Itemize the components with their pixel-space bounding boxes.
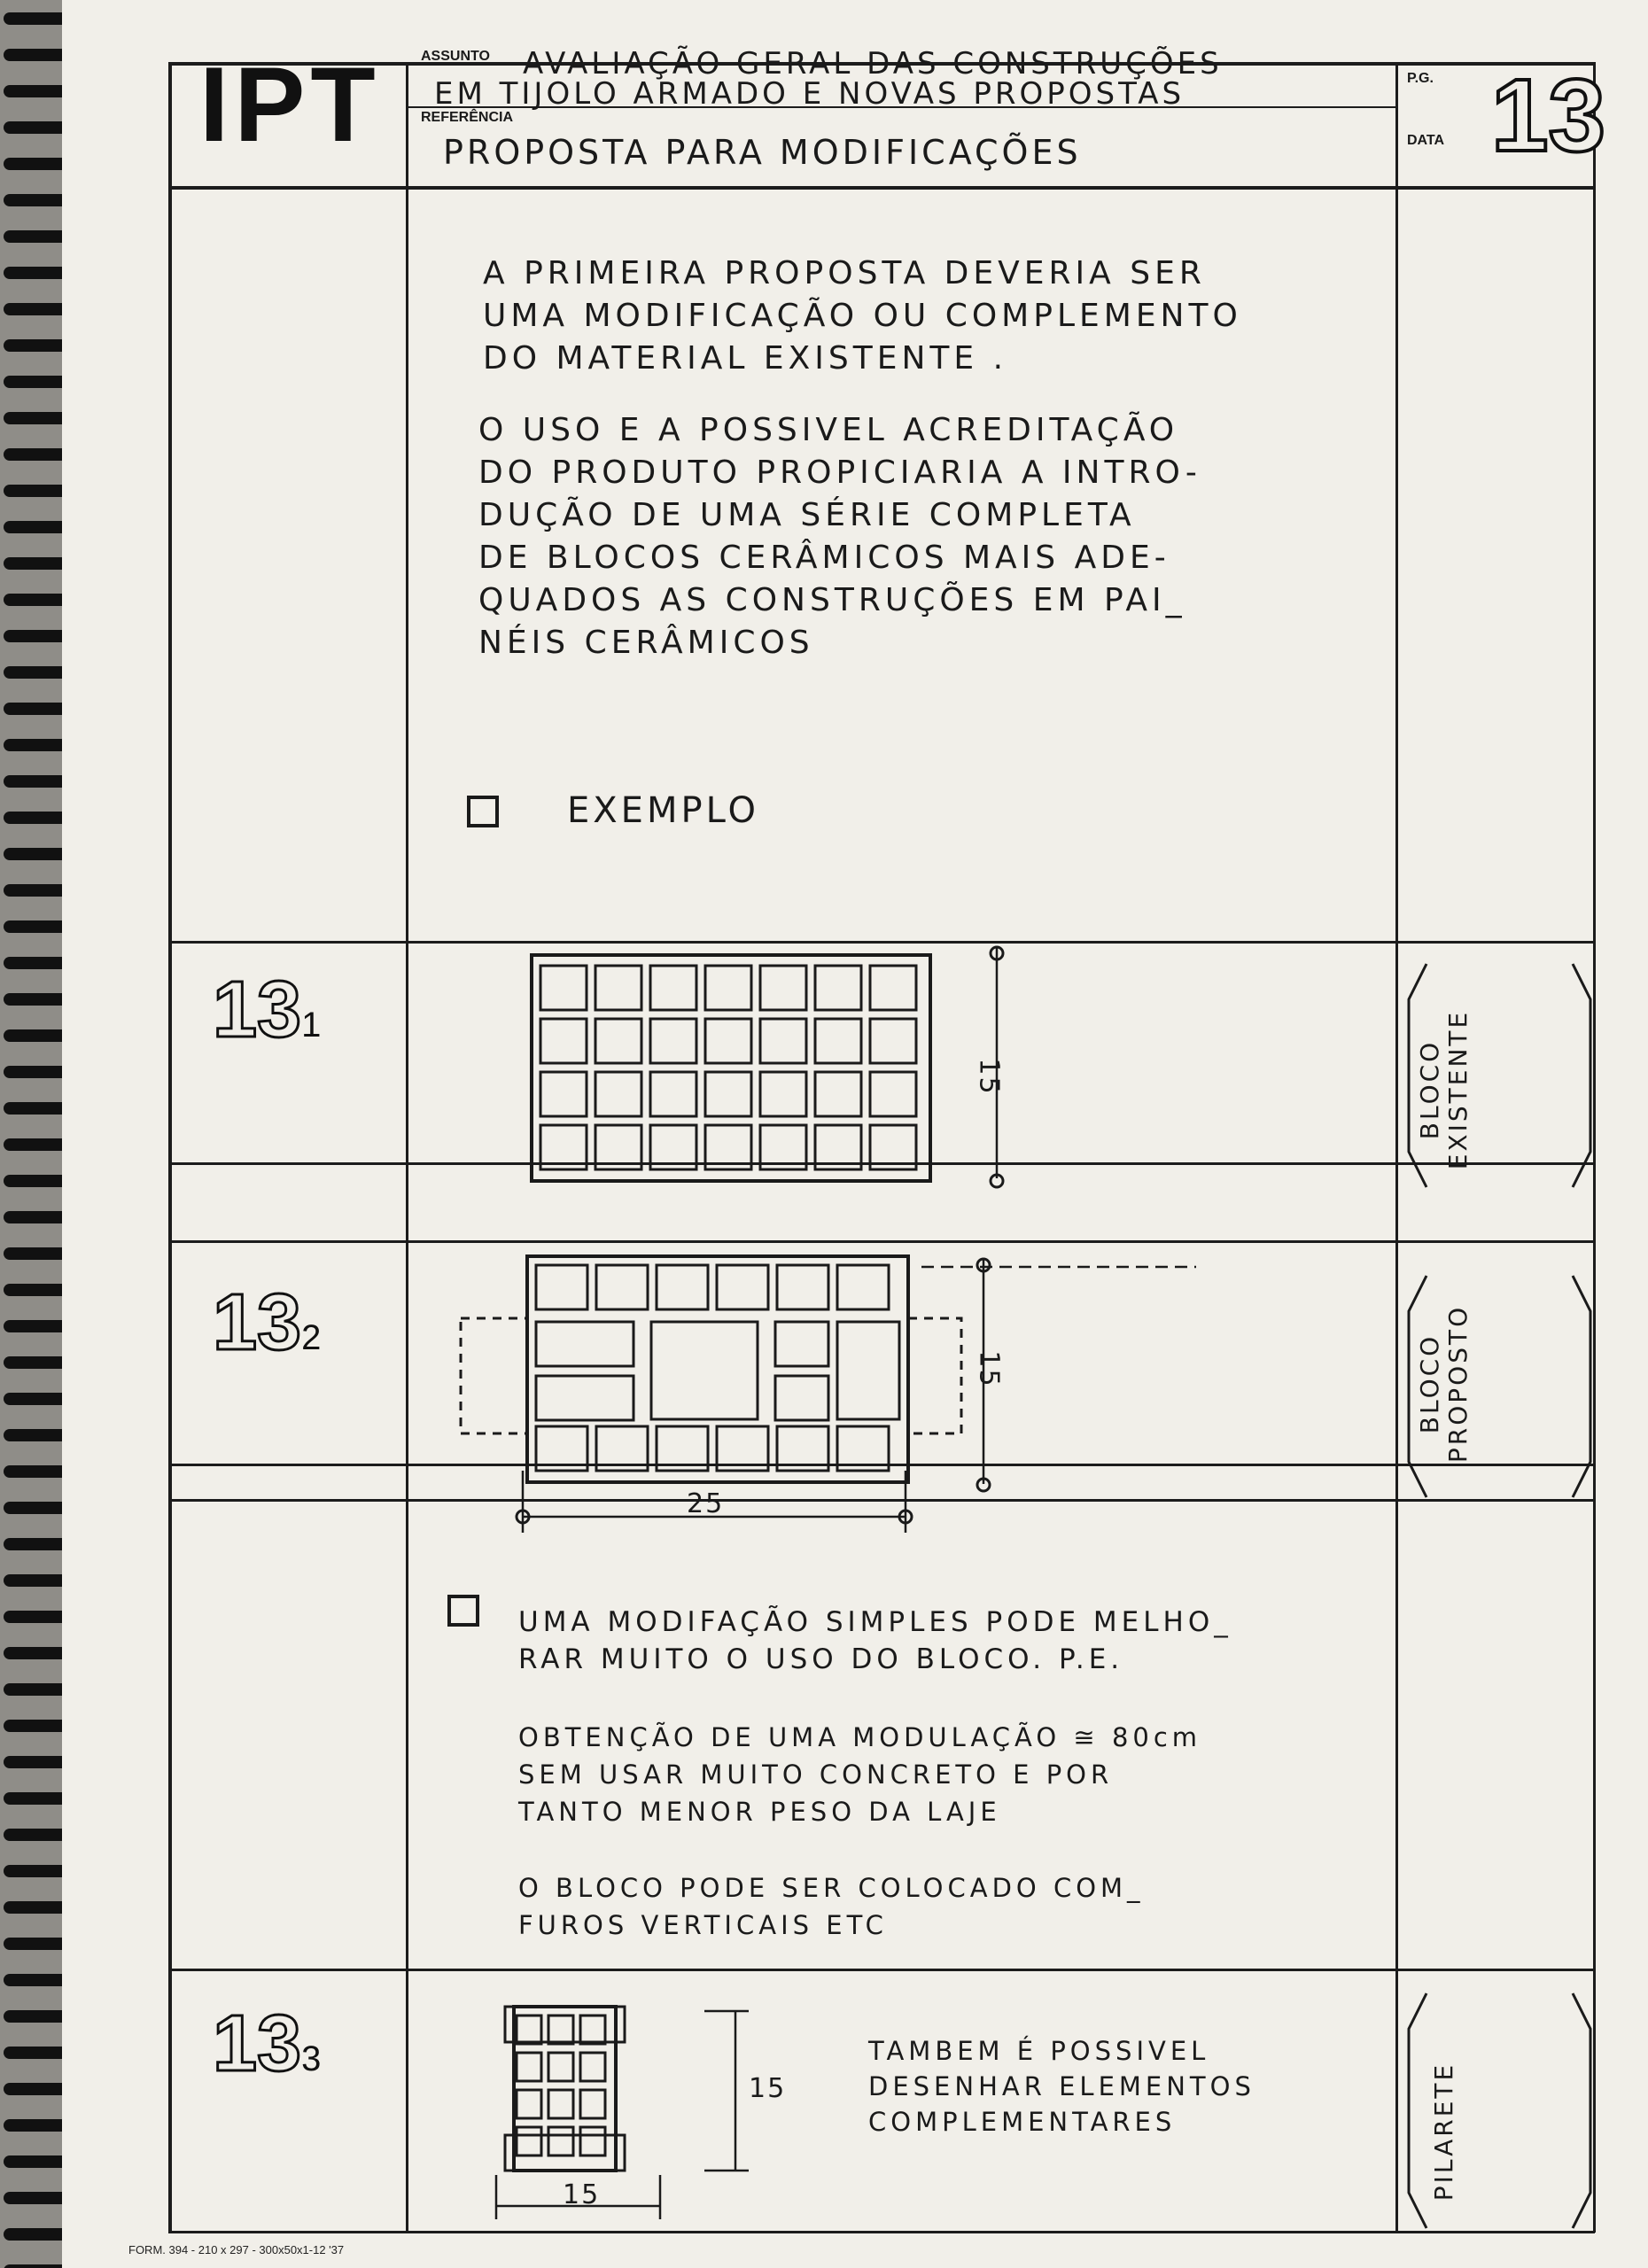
block-cell <box>837 1265 889 1309</box>
text-line: DO MATERIAL EXISTENTE . <box>483 340 1008 377</box>
block-cell <box>775 1376 828 1420</box>
block-cell <box>548 2127 573 2155</box>
block-cell <box>870 966 916 1010</box>
side-label-line: PILARETE <box>1429 2062 1458 2202</box>
text-line: NÉIS CERÂMICOS <box>478 625 814 661</box>
pg-label: P.G. <box>1407 71 1434 86</box>
referencia-text: PROPOSTA PARA MODIFICAÇÕES <box>443 133 1082 172</box>
text-line: DESENHAR ELEMENTOS <box>868 2071 1255 2101</box>
text-line: UMA MODIFICAÇÃO OU COMPLEMENTO <box>483 298 1242 334</box>
assunto-line1: AVALIAÇÃO GERAL DAS CONSTRUÇÕES <box>523 46 1223 82</box>
data-label: DATA <box>1407 133 1445 148</box>
dimension-25-fig2: 25 <box>687 1488 725 1519</box>
figure-subscript: 1 <box>301 1006 322 1045</box>
side-bracket-fig3 <box>1409 1993 1590 2228</box>
side-label-line: EXISTENTE <box>1443 1009 1473 1170</box>
block-cell <box>775 1322 828 1366</box>
block-cell <box>536 1426 587 1471</box>
pilarete-top-flange <box>505 2007 625 2042</box>
block-cell <box>595 1125 641 1169</box>
assunto-label: ASSUNTO <box>421 49 490 64</box>
side-label-line: BLOCO <box>1415 1333 1444 1434</box>
block-cell <box>650 1072 696 1116</box>
dimension-15-fig2: 15 <box>973 1350 1005 1388</box>
block-cell <box>548 2090 573 2118</box>
referencia-label: REFERÊNCIA <box>421 110 514 125</box>
block-cell <box>815 966 861 1010</box>
figure-number: 13 <box>213 1278 302 1367</box>
block-cell <box>580 2053 605 2081</box>
text-line: O BLOCO PODE SER COLOCADO COM_ <box>518 1873 1145 1903</box>
figure-number: 13 <box>213 2000 302 2088</box>
side-label-line: BLOCO <box>1415 1039 1444 1140</box>
adjacent-block-dashed <box>908 1318 961 1433</box>
dimension-15-fig1: 15 <box>973 1058 1005 1096</box>
block-cell <box>540 966 587 1010</box>
text-line: UMA MODIFAÇÃO SIMPLES PODE MELHO_ <box>518 1606 1232 1638</box>
dimension-15-fig3-vertical: 15 <box>749 2073 787 2104</box>
text-line: TAMBEM É POSSIVEL <box>868 2036 1210 2066</box>
text-line: TANTO MENOR PESO DA LAJE <box>518 1797 1001 1827</box>
block-cell <box>650 1125 696 1169</box>
block-cell <box>705 1072 751 1116</box>
block-cell <box>717 1265 768 1309</box>
example-label: EXEMPLO <box>567 790 759 831</box>
block-cell <box>580 2016 605 2044</box>
block-cell <box>595 1019 641 1063</box>
block-cell <box>517 2053 541 2081</box>
block-cell <box>650 1019 696 1063</box>
figure3-note <box>868 2033 1255 2140</box>
figure-number: 13 <box>213 966 302 1054</box>
middle-paragraph-2 <box>518 1719 1201 1830</box>
pilarete-bottom-flange <box>505 2135 625 2171</box>
block-cell <box>580 2127 605 2155</box>
block-cell <box>651 1322 758 1419</box>
block-cell <box>777 1265 828 1309</box>
block-cell <box>815 1125 861 1169</box>
block-cell <box>870 1125 916 1169</box>
text-line: DE BLOCOS CERÂMICOS MAIS ADE- <box>478 540 1170 576</box>
block-cell <box>760 966 806 1010</box>
block-cell <box>837 1322 899 1419</box>
modification-checkbox <box>447 1595 479 1627</box>
block-cell <box>517 2016 541 2044</box>
text-line: OBTENÇÃO DE UMA MODULAÇÃO ≅ 80cm <box>518 1722 1202 1752</box>
text-line: COMPLEMENTARES <box>868 2107 1177 2137</box>
block-cell <box>517 2090 541 2118</box>
block-cell <box>705 1019 751 1063</box>
side-bracket-fig2 <box>1409 1276 1590 1497</box>
block-cell <box>548 2016 573 2044</box>
block-cell <box>536 1322 634 1366</box>
text-line: O USO E A POSSIVEL ACREDITAÇÃO <box>478 412 1179 448</box>
block-cell <box>717 1426 768 1471</box>
block-cell <box>815 1072 861 1116</box>
block-cell <box>870 1019 916 1063</box>
block-cell <box>657 1265 708 1309</box>
block-cell <box>596 1426 648 1471</box>
middle-paragraph-1 <box>518 1604 1232 1678</box>
block-cell <box>650 966 696 1010</box>
text-line: RAR MUITO O USO DO BLOCO. P.E. <box>518 1643 1124 1675</box>
block-cell <box>580 2090 605 2118</box>
side-bracket-fig1 <box>1409 964 1590 1187</box>
block-cell <box>705 1125 751 1169</box>
adjacent-block-dashed <box>461 1318 527 1433</box>
block-cell <box>540 1019 587 1063</box>
block-cell <box>657 1426 708 1471</box>
block-cell <box>517 2127 541 2155</box>
block-cell <box>837 1426 889 1471</box>
text-line: SEM USAR MUITO CONCRETO E POR <box>518 1759 1114 1790</box>
form-footer: FORM. 394 - 210 x 297 - 300x50x1-12 '37 <box>128 2243 345 2256</box>
block-cell <box>760 1072 806 1116</box>
block-cell <box>815 1019 861 1063</box>
block-cell <box>536 1265 587 1309</box>
dimension-15-fig3-horizontal: 15 <box>563 2179 601 2210</box>
block-cell <box>540 1072 587 1116</box>
figure-subscript: 2 <box>301 1318 322 1357</box>
text-line: FUROS VERTICAIS ETC <box>518 1910 888 1940</box>
ipt-logo: IPT <box>199 45 381 164</box>
block-cell <box>870 1072 916 1116</box>
text-line: DUÇÃO DE UMA SÉRIE COMPLETA <box>478 497 1136 533</box>
block-cell <box>548 2053 573 2081</box>
block-cell <box>595 1072 641 1116</box>
block-cell <box>596 1265 648 1309</box>
text-line: DO PRODUTO PROPICIARIA A INTRO- <box>478 454 1201 491</box>
middle-paragraph-3 <box>518 1869 1145 1944</box>
figure-subscript: 3 <box>301 2039 322 2078</box>
text-line: QUADOS AS CONSTRUÇÕES EM PAI_ <box>478 582 1186 618</box>
text-line: A PRIMEIRA PROPOSTA DEVERIA SER <box>483 255 1206 291</box>
block-cell <box>760 1019 806 1063</box>
block-cell <box>536 1376 634 1420</box>
assunto-line2: EM TIJOLO ARMADO E NOVAS PROPOSTAS <box>434 76 1185 112</box>
side-label-line: PROPOSTO <box>1443 1304 1473 1464</box>
page-number: 13 <box>1490 58 1605 173</box>
block-cell <box>777 1426 828 1471</box>
block-cell <box>595 966 641 1010</box>
block-cell <box>705 966 751 1010</box>
block-cell <box>540 1125 587 1169</box>
block-cell <box>760 1125 806 1169</box>
